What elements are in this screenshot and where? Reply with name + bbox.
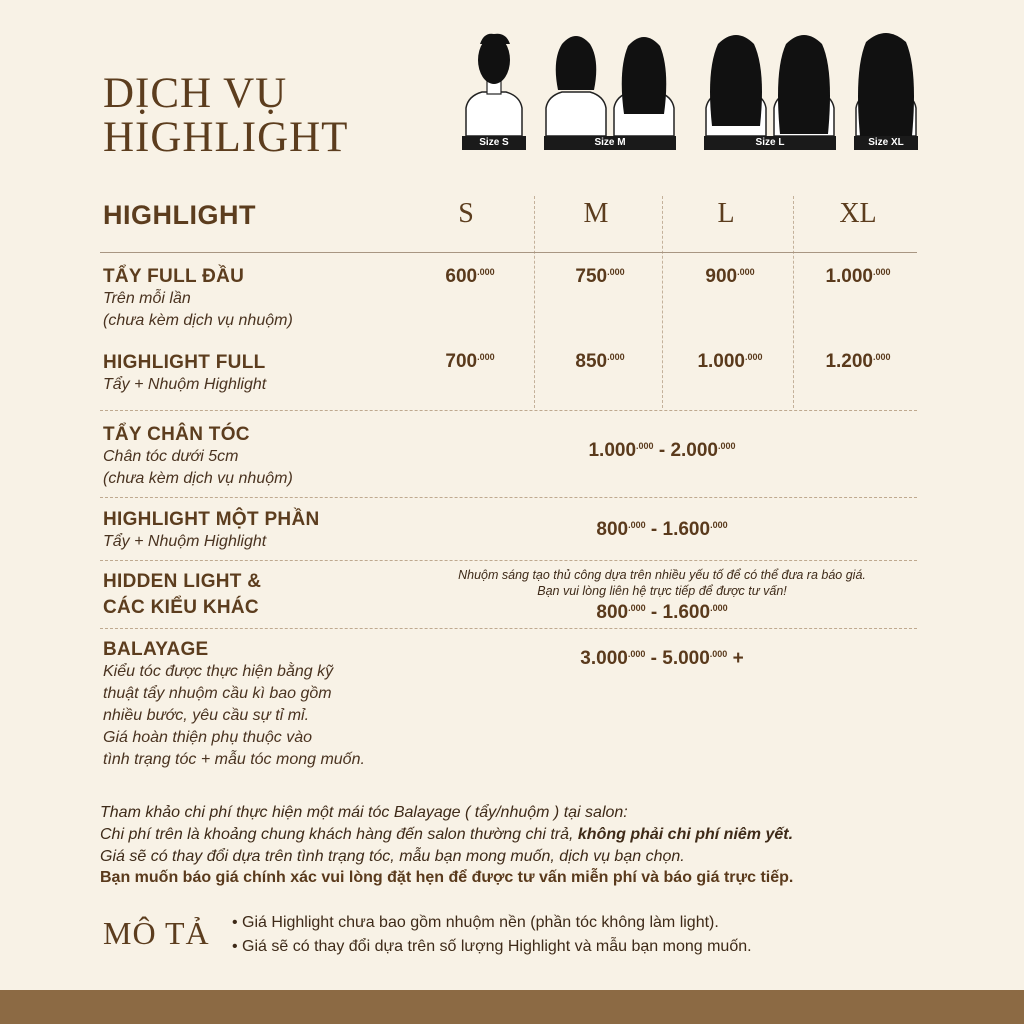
column-divider <box>662 196 663 408</box>
service-desc: Giá hoàn thiện phụ thuộc vào <box>103 729 313 746</box>
service-desc: (chưa kèm dịch vụ nhuộm) <box>103 470 293 487</box>
service-highlight-mot-phan <box>103 509 320 553</box>
size-xl-figure <box>854 30 918 150</box>
medium-hair-icon <box>544 30 676 136</box>
short-hair-icon <box>462 30 526 136</box>
column-divider <box>534 196 535 408</box>
service-name: CÁC KIỂU KHÁC <box>103 597 259 618</box>
title-line-1: DỊCH VỤ <box>103 70 288 117</box>
consult-note-line: Bạn vui lòng liên hệ trực tiếp để được tư vấn! <box>537 584 787 598</box>
service-desc: Tẩy + Nhuộm Highlight <box>103 376 267 393</box>
service-tay-full-dau <box>103 266 293 332</box>
price-xl: $1.000^{.000}$ <box>825 266 891 287</box>
description-bullet: • Giá Highlight chưa bao gồm nhuộm nền (phần tóc không làm light). <box>232 914 719 931</box>
column-divider <box>793 196 794 408</box>
price-xl: $1.200^{.000}$ <box>825 351 891 372</box>
column-m: M <box>583 198 609 229</box>
consult-note <box>402 567 922 599</box>
header-divider <box>100 252 917 253</box>
footer-note-3: Giá sẽ có thay đổi dựa trên tình trạng tóc, mẫu bạn mong muốn, dịch vụ bạn chọn. <box>100 848 685 865</box>
service-name: TẨY CHÂN TÓC <box>103 424 250 445</box>
price-m: $850^{.000}$ <box>575 351 625 372</box>
service-hidden-light <box>103 571 261 619</box>
service-desc: Chân tóc dưới 5cm <box>103 448 239 465</box>
service-name: HIDDEN LIGHT & <box>103 571 262 592</box>
title-line-2: HIGHLIGHT <box>103 114 349 161</box>
service-desc: nhiều bước, yêu cầu sự tỉ mỉ. <box>103 707 310 724</box>
service-desc: Trên mỗi lần <box>103 290 191 307</box>
footer-note-2: Chi phí trên là khoảng chung khách hàng đến salon thường chi trả, không phải chi phí niêm yết. <box>100 826 794 843</box>
service-desc: Kiểu tóc được thực hiện bằng kỹ <box>103 663 334 680</box>
long-hair-icon <box>704 30 836 136</box>
price-s: $700^{.000}$ <box>445 351 495 372</box>
service-desc: Tẩy + Nhuộm Highlight <box>103 533 267 550</box>
row-divider <box>100 410 917 411</box>
column-l: L <box>717 198 735 229</box>
bottom-bar <box>0 990 1024 1024</box>
service-tay-chan-toc <box>103 424 293 490</box>
service-highlight-full <box>103 352 266 396</box>
price-range: $1.000^{.000} - 2.000^{.000}$ <box>588 440 736 461</box>
size-m-label: Size M <box>544 136 676 150</box>
service-balayage <box>103 639 365 771</box>
price-range: $800^{.000} - 1.600^{.000}$ <box>596 519 728 540</box>
table-header-title: HIGHLIGHT <box>103 200 256 230</box>
extra-long-hair-icon <box>854 30 918 136</box>
row-divider <box>100 560 917 561</box>
price-l: $900^{.000}$ <box>705 266 755 287</box>
consult-note-line: Nhuộm sáng tạo thủ công dựa trên nhiều yếu tố để có thể đưa ra báo giá. <box>458 568 866 582</box>
size-xl-label: Size XL <box>854 136 918 150</box>
price-range: $800^{.000} - 1.600^{.000}$ <box>596 602 728 623</box>
size-s-figure <box>462 30 526 150</box>
price-m: $750^{.000}$ <box>575 266 625 287</box>
size-s-label: Size S <box>462 136 526 150</box>
description-heading: MÔ TẢ <box>103 915 210 951</box>
size-l-figure <box>704 30 836 150</box>
price-range: $3.000^{.000} - 5.000^{.000}$ + <box>580 648 744 669</box>
price-l: $1.000^{.000}$ <box>697 351 763 372</box>
row-divider <box>100 628 917 629</box>
price-s: $600^{.000}$ <box>445 266 495 287</box>
description-bullet: • Giá sẽ có thay đổi dựa trên số lượng Highlight và mẫu bạn mong muốn. <box>232 938 752 955</box>
size-m-figure <box>544 30 676 150</box>
service-desc: (chưa kèm dịch vụ nhuộm) <box>103 312 293 329</box>
footer-note-1: Tham khảo chi phí thực hiện một mái tóc Balayage ( tẩy/nhuộm ) tại salon: <box>100 804 628 821</box>
column-s: S <box>458 198 474 229</box>
service-desc: tình trạng tóc + mẫu tóc mong muốn. <box>103 751 365 768</box>
footer-note-4: Bạn muốn báo giá chính xác vui lòng đặt hẹn để được tư vấn miễn phí và báo giá trực tiếp. <box>100 869 794 886</box>
service-name: HIGHLIGHT FULL <box>103 352 266 373</box>
service-desc: thuật tẩy nhuộm cầu kì bao gồm <box>103 685 332 702</box>
row-divider <box>100 497 917 498</box>
service-name: TẨY FULL ĐẦU <box>103 266 245 287</box>
service-name: BALAYAGE <box>103 639 209 660</box>
page-title <box>103 72 403 160</box>
column-xl: XL <box>839 198 877 229</box>
service-name: HIGHLIGHT MỘT PHẦN <box>103 509 320 530</box>
size-l-label: Size L <box>704 136 836 150</box>
